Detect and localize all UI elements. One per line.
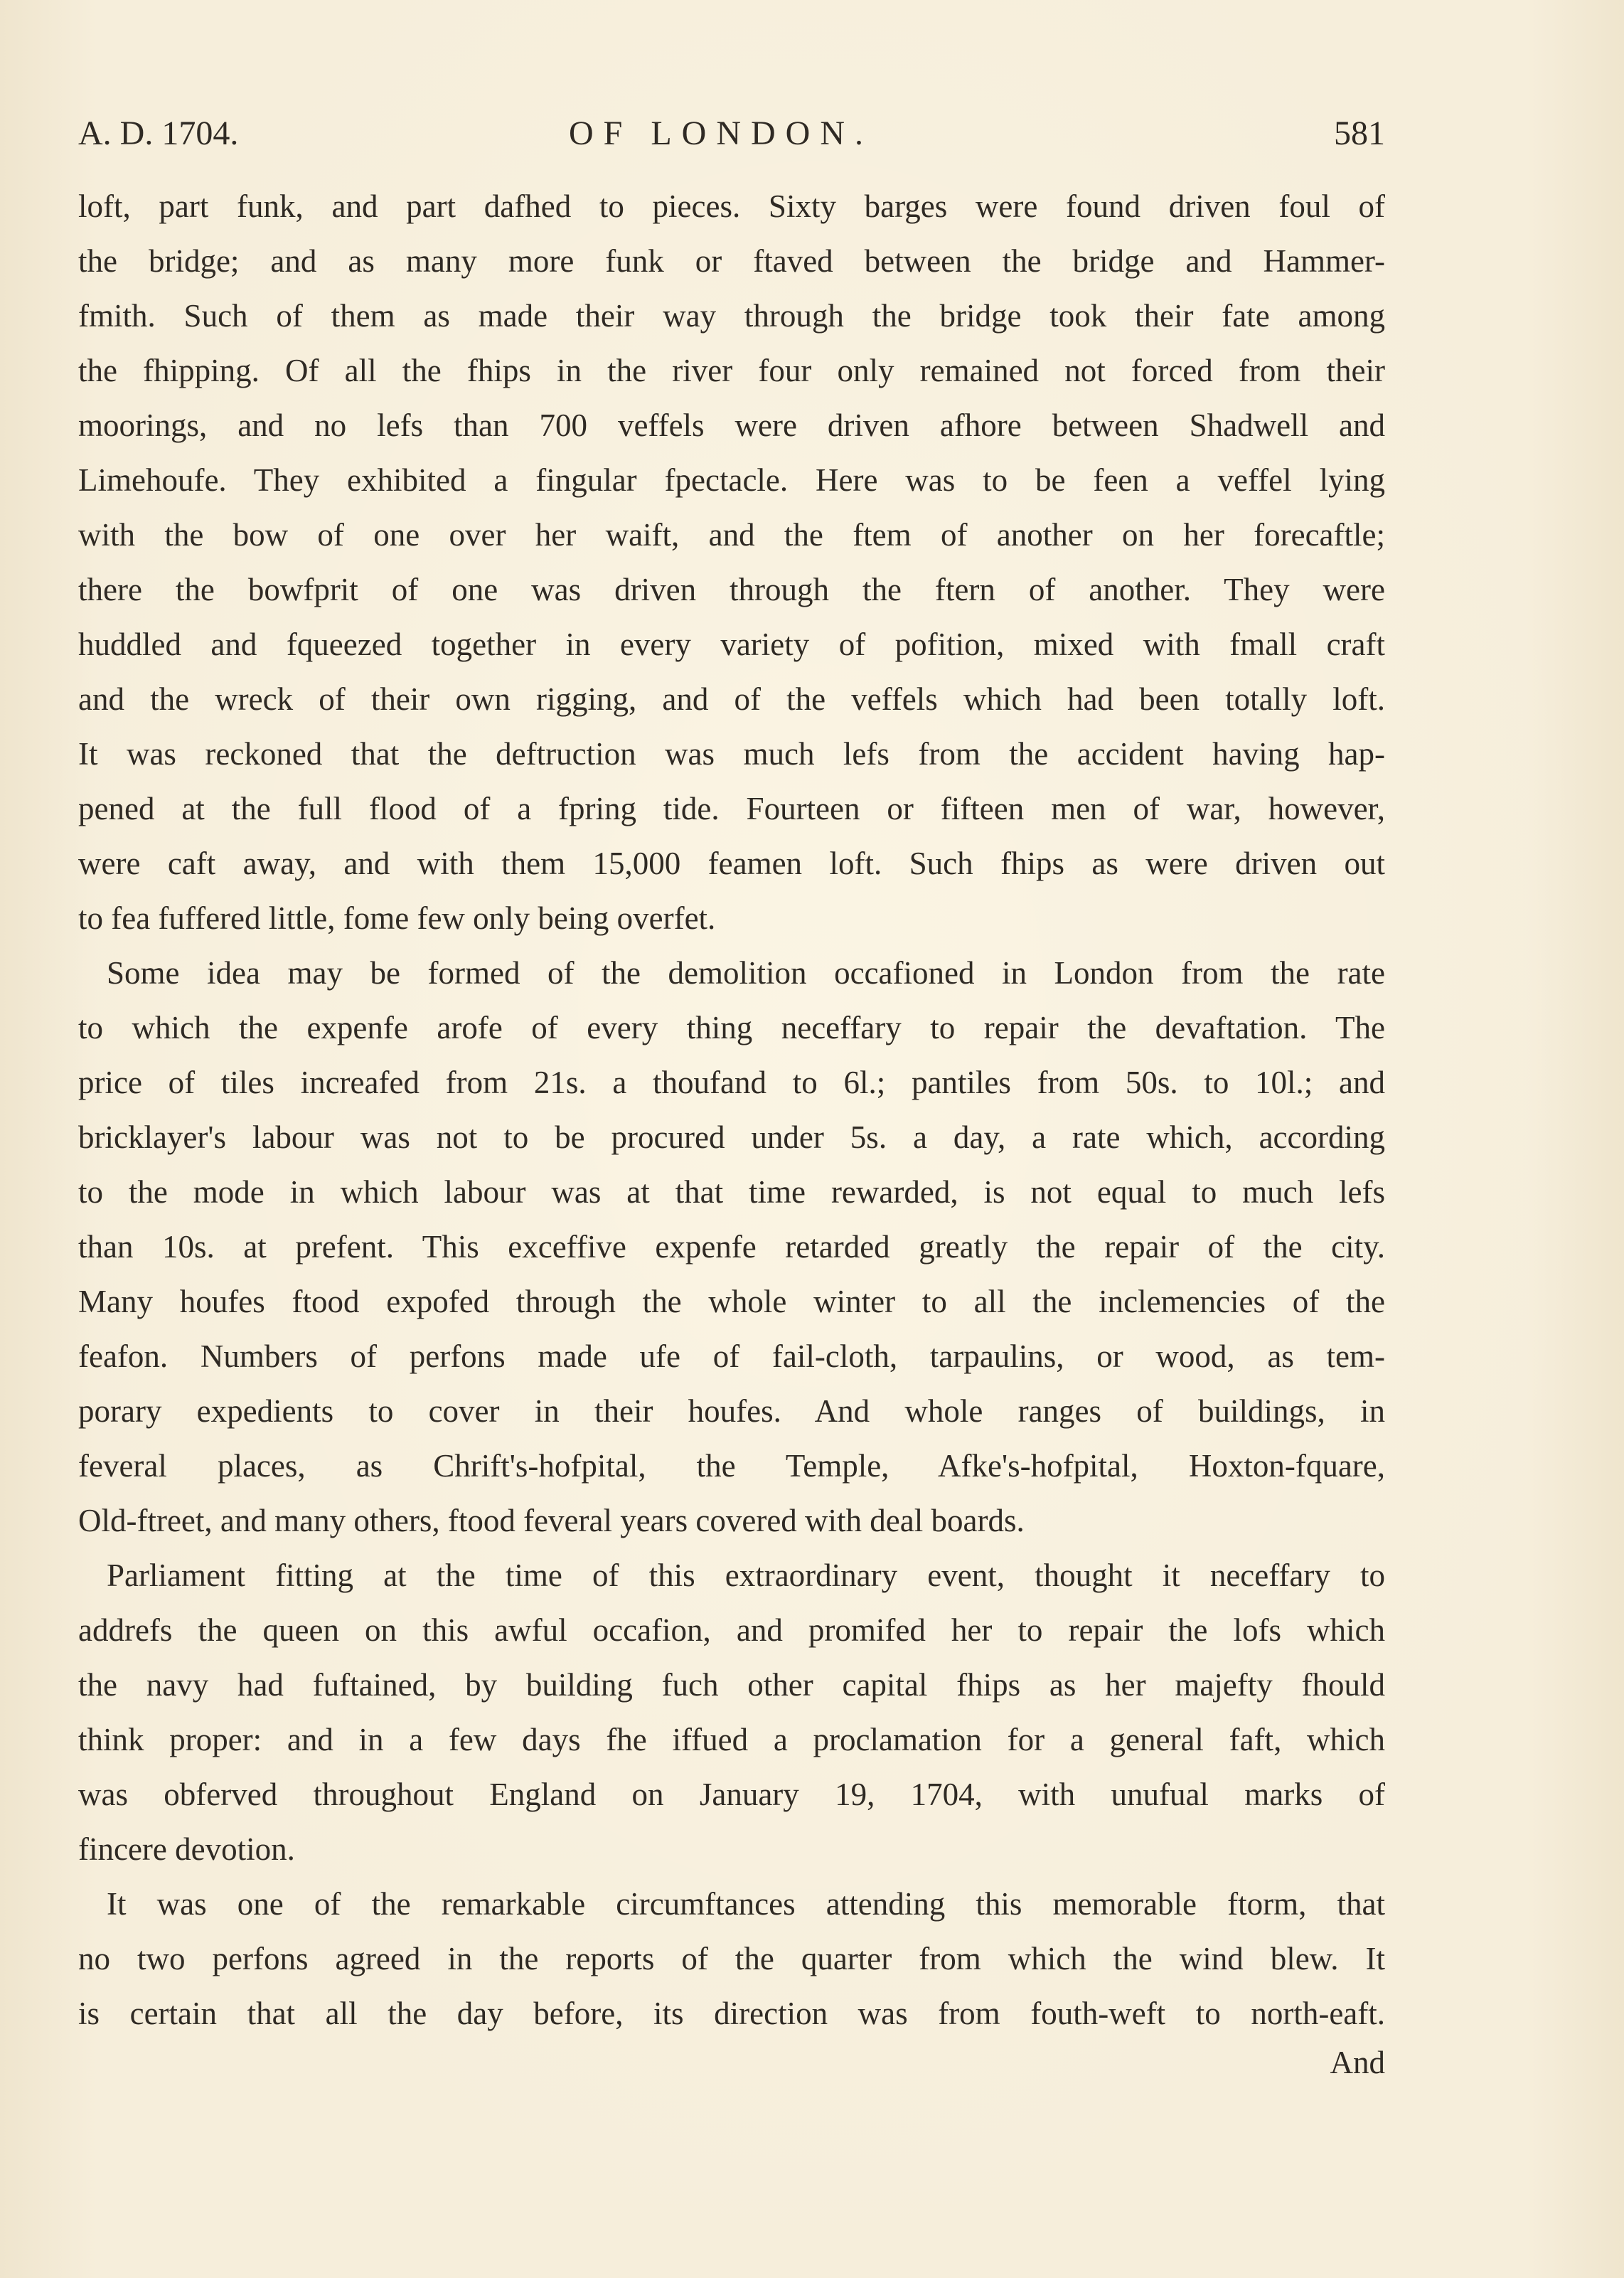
header-title: OF LONDON. [569,115,873,152]
text-line: Some idea may be formed of the demolition occafioned in London from the rate [107,955,1385,991]
text-line: and the wreck of their own rigging, and of the veffels which had been totally loft. [78,681,1385,717]
text-line: feveral places, as Chrift's-hofpital, the Temple, Afke's-hofpital, Hoxton-fquare, [78,1448,1385,1484]
text-line: price of tiles increafed from 21s. a thoufand to 6l.; pantiles from 50s. to 10l.; and [78,1065,1385,1100]
page-number: 581 [1334,115,1385,152]
running-head [78,112,1385,155]
text-line: to which the expenfe arofe of every thing neceffary to repair the devaftation. The [78,1010,1385,1045]
text-line: think proper: and in a few days fhe iffued a proclamation for a general faft, which [78,1722,1385,1757]
text-line: the navy had fuftained, by building fuch other capital fhips as her majefty fhould [78,1667,1385,1703]
text-line: the bridge; and as many more funk or ftaved between the bridge and Hammer- [78,243,1385,279]
text-line: is certain that all the day before, its direction was from fouth-weft to north-eaft. [78,1996,1385,2031]
text-line: addrefs the queen on this awful occafion, and promifed her to repair the lofs which [78,1612,1385,1648]
text-line: It was reckoned that the deftruction was much lefs from the accident having hap- [78,736,1385,772]
text-line: Many houfes ftood expofed through the whole winter to all the inclemencies of the [78,1284,1385,1319]
body-text [78,179,1385,2041]
catchword: And [1330,2045,1385,2080]
text-line: no two perfons agreed in the reports of the quarter from which the wind blew. It [78,1941,1385,1976]
text-line: loft, part funk, and part dafhed to pieces. Sixty barges were found driven foul of [78,188,1385,224]
text-line: with the bow of one over her waift, and the ftem of another on her forecaftle; [78,517,1385,553]
text-line: Old-ftreet, and many others, ftood feveral years covered with deal boards. [78,1503,1025,1538]
header-date: A. D. 1704. [78,115,239,152]
text-line: Parliament fitting at the time of this extraordinary event, thought it neceffary to [107,1558,1385,1593]
text-line: bricklayer's labour was not to be procured under 5s. a day, a rate which, according [78,1119,1385,1155]
text-line: than 10s. at prefent. This exceffive expenfe retarded greatly the repair of the city. [78,1229,1385,1265]
text-line: huddled and fqueezed together in every variety of pofition, mixed with fmall craft [78,627,1385,662]
text-line: porary expedients to cover in their houfes. And whole ranges of buildings, in [78,1393,1385,1429]
text-line: was obferved throughout England on January 19, 1704, with unufual marks of [78,1777,1385,1812]
text-line: the fhipping. Of all the fhips in the river four only remained not forced from their [78,353,1385,388]
text-line: feafon. Numbers of perfons made ufe of fail-cloth, tarpaulins, or wood, as tem- [78,1338,1385,1374]
text-line: moorings, and no lefs than 700 veffels were driven afhore between Shadwell and [78,408,1385,443]
text-line: to the mode in which labour was at that time rewarded, is not equal to much lefs [78,1174,1385,1210]
text-line: Limehoufe. They exhibited a fingular fpectacle. Here was to be feen a veffel lying [78,462,1385,498]
text-line: fmith. Such of them as made their way through the bridge took their fate among [78,298,1385,334]
text-line: to fea fuffered little, fome few only being overfet. [78,900,716,936]
text-line: It was one of the remarkable circumftances attending this memorable ftorm, that [107,1886,1385,1922]
text-line: there the bowfprit of one was driven through the ftern of another. They were [78,572,1385,607]
text-line: fincere devotion. [78,1831,295,1867]
text-line: pened at the full flood of a fpring tide. Fourteen or fifteen men of war, however, [78,791,1385,826]
text-line: were caft away, and with them 15,000 feamen loft. Such fhips as were driven out [78,846,1385,881]
